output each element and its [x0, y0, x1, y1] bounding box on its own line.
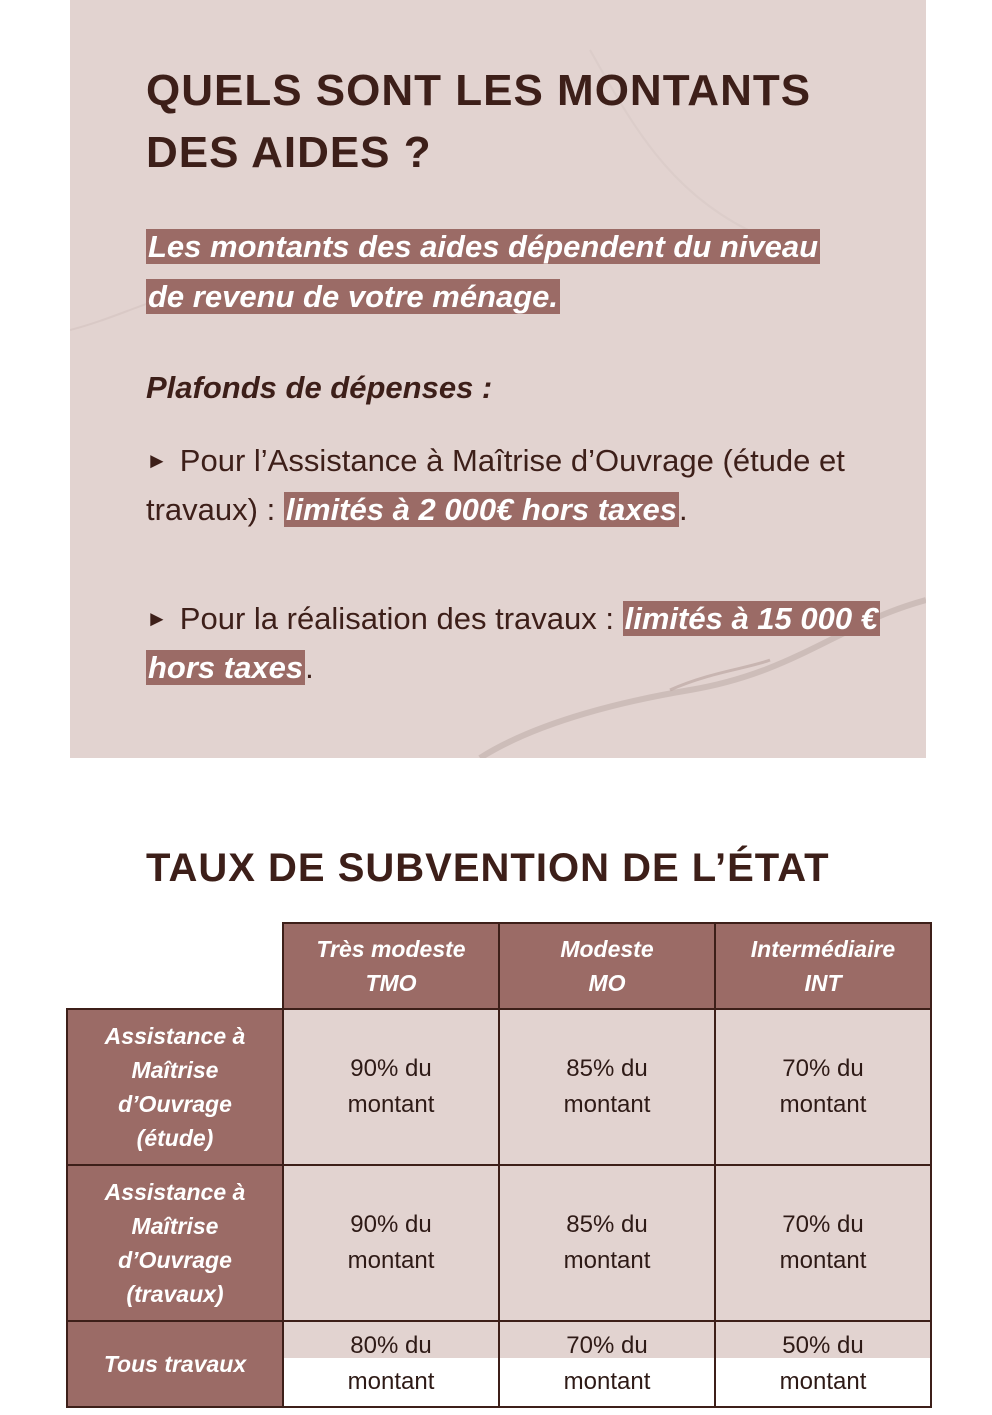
intro-highlight: Les montants des aides dépendent du niveau de revenu de votre ménage.	[148, 229, 819, 314]
table-cell	[499, 1321, 715, 1407]
row-label-line: (travaux)	[126, 1281, 224, 1307]
table-corner	[67, 923, 283, 1009]
cell-unit: montant	[563, 1091, 651, 1118]
row-header-amo-etude	[67, 1009, 283, 1165]
table-cell	[499, 1009, 715, 1165]
subvention-table	[66, 922, 932, 1408]
row-header-amo-travaux	[67, 1165, 283, 1321]
row-label-line: Assistance à	[104, 1179, 246, 1205]
cell-unit: montant	[347, 1247, 435, 1274]
table-header-row	[67, 923, 931, 1009]
bullet-suffix: .	[679, 492, 688, 527]
bullet-text: Pour l’Assistance à Maîtrise d’Ouvrage (étude et travaux) :	[146, 443, 845, 527]
cell-rate: 50% du	[782, 1332, 864, 1359]
bullet-highlight: limités à 2 000€ hors taxes	[285, 492, 678, 527]
table-cell	[715, 1165, 931, 1321]
triangle-bullet-icon: ►	[146, 606, 168, 631]
column-header-mo	[499, 923, 715, 1009]
row-label-line: Maîtrise	[131, 1057, 219, 1083]
bullet-suffix: .	[305, 650, 314, 685]
row-header-tous-travaux	[67, 1321, 283, 1407]
row-label-line: (étude)	[136, 1125, 214, 1151]
cell-rate: 70% du	[566, 1332, 648, 1359]
table-cell	[283, 1321, 499, 1407]
row-label-line: d’Ouvrage	[118, 1247, 232, 1273]
column-code: INT	[804, 970, 842, 996]
intro-text	[146, 222, 846, 322]
cell-rate: 85% du	[566, 1055, 648, 1082]
column-code: MO	[588, 970, 626, 996]
table-row	[67, 1009, 931, 1165]
column-code: TMO	[365, 970, 417, 996]
column-label: Très modeste	[316, 936, 466, 962]
cell-unit: montant	[779, 1368, 867, 1395]
column-label: Intermédiaire	[750, 936, 896, 962]
table-cell	[715, 1009, 931, 1165]
cell-unit: montant	[563, 1247, 651, 1274]
bullet-highlight: limités à 15 000 € hors taxes	[148, 601, 878, 685]
table-cell	[715, 1321, 931, 1407]
cell-rate: 90% du	[350, 1055, 432, 1082]
page-title: QUELS SONT LES MONTANTS DES AIDES ?	[146, 66, 812, 177]
table-cell	[283, 1009, 499, 1165]
table-row	[67, 1165, 931, 1321]
cell-rate: 70% du	[782, 1055, 864, 1082]
cell-unit: montant	[779, 1091, 867, 1118]
subvention-title: TAUX DE SUBVENTION DE L’ÉTAT	[146, 846, 830, 890]
cell-unit: montant	[563, 1368, 651, 1395]
triangle-bullet-icon: ►	[146, 448, 168, 473]
bullet-amo	[146, 438, 916, 533]
row-label-line: Maîtrise	[131, 1213, 219, 1239]
cell-rate: 80% du	[350, 1332, 432, 1359]
cell-rate: 90% du	[350, 1211, 432, 1238]
column-header-int	[715, 923, 931, 1009]
row-label-line: Tous travaux	[103, 1351, 247, 1377]
table-cell	[499, 1165, 715, 1321]
cell-unit: montant	[347, 1091, 435, 1118]
table-cell	[283, 1165, 499, 1321]
table-row	[67, 1321, 931, 1407]
cell-rate: 70% du	[782, 1211, 864, 1238]
plafonds-heading: Plafonds de dépenses :	[146, 370, 493, 405]
aides-panel	[70, 0, 926, 758]
row-label-line: d’Ouvrage	[118, 1091, 232, 1117]
bullet-travaux	[146, 596, 916, 691]
cell-unit: montant	[347, 1368, 435, 1395]
column-label: Modeste	[560, 936, 654, 962]
cell-unit: montant	[779, 1247, 867, 1274]
row-label-line: Assistance à	[104, 1023, 246, 1049]
cell-rate: 85% du	[566, 1211, 648, 1238]
column-header-tmo	[283, 923, 499, 1009]
bullet-text: Pour la réalisation des travaux :	[179, 601, 623, 636]
